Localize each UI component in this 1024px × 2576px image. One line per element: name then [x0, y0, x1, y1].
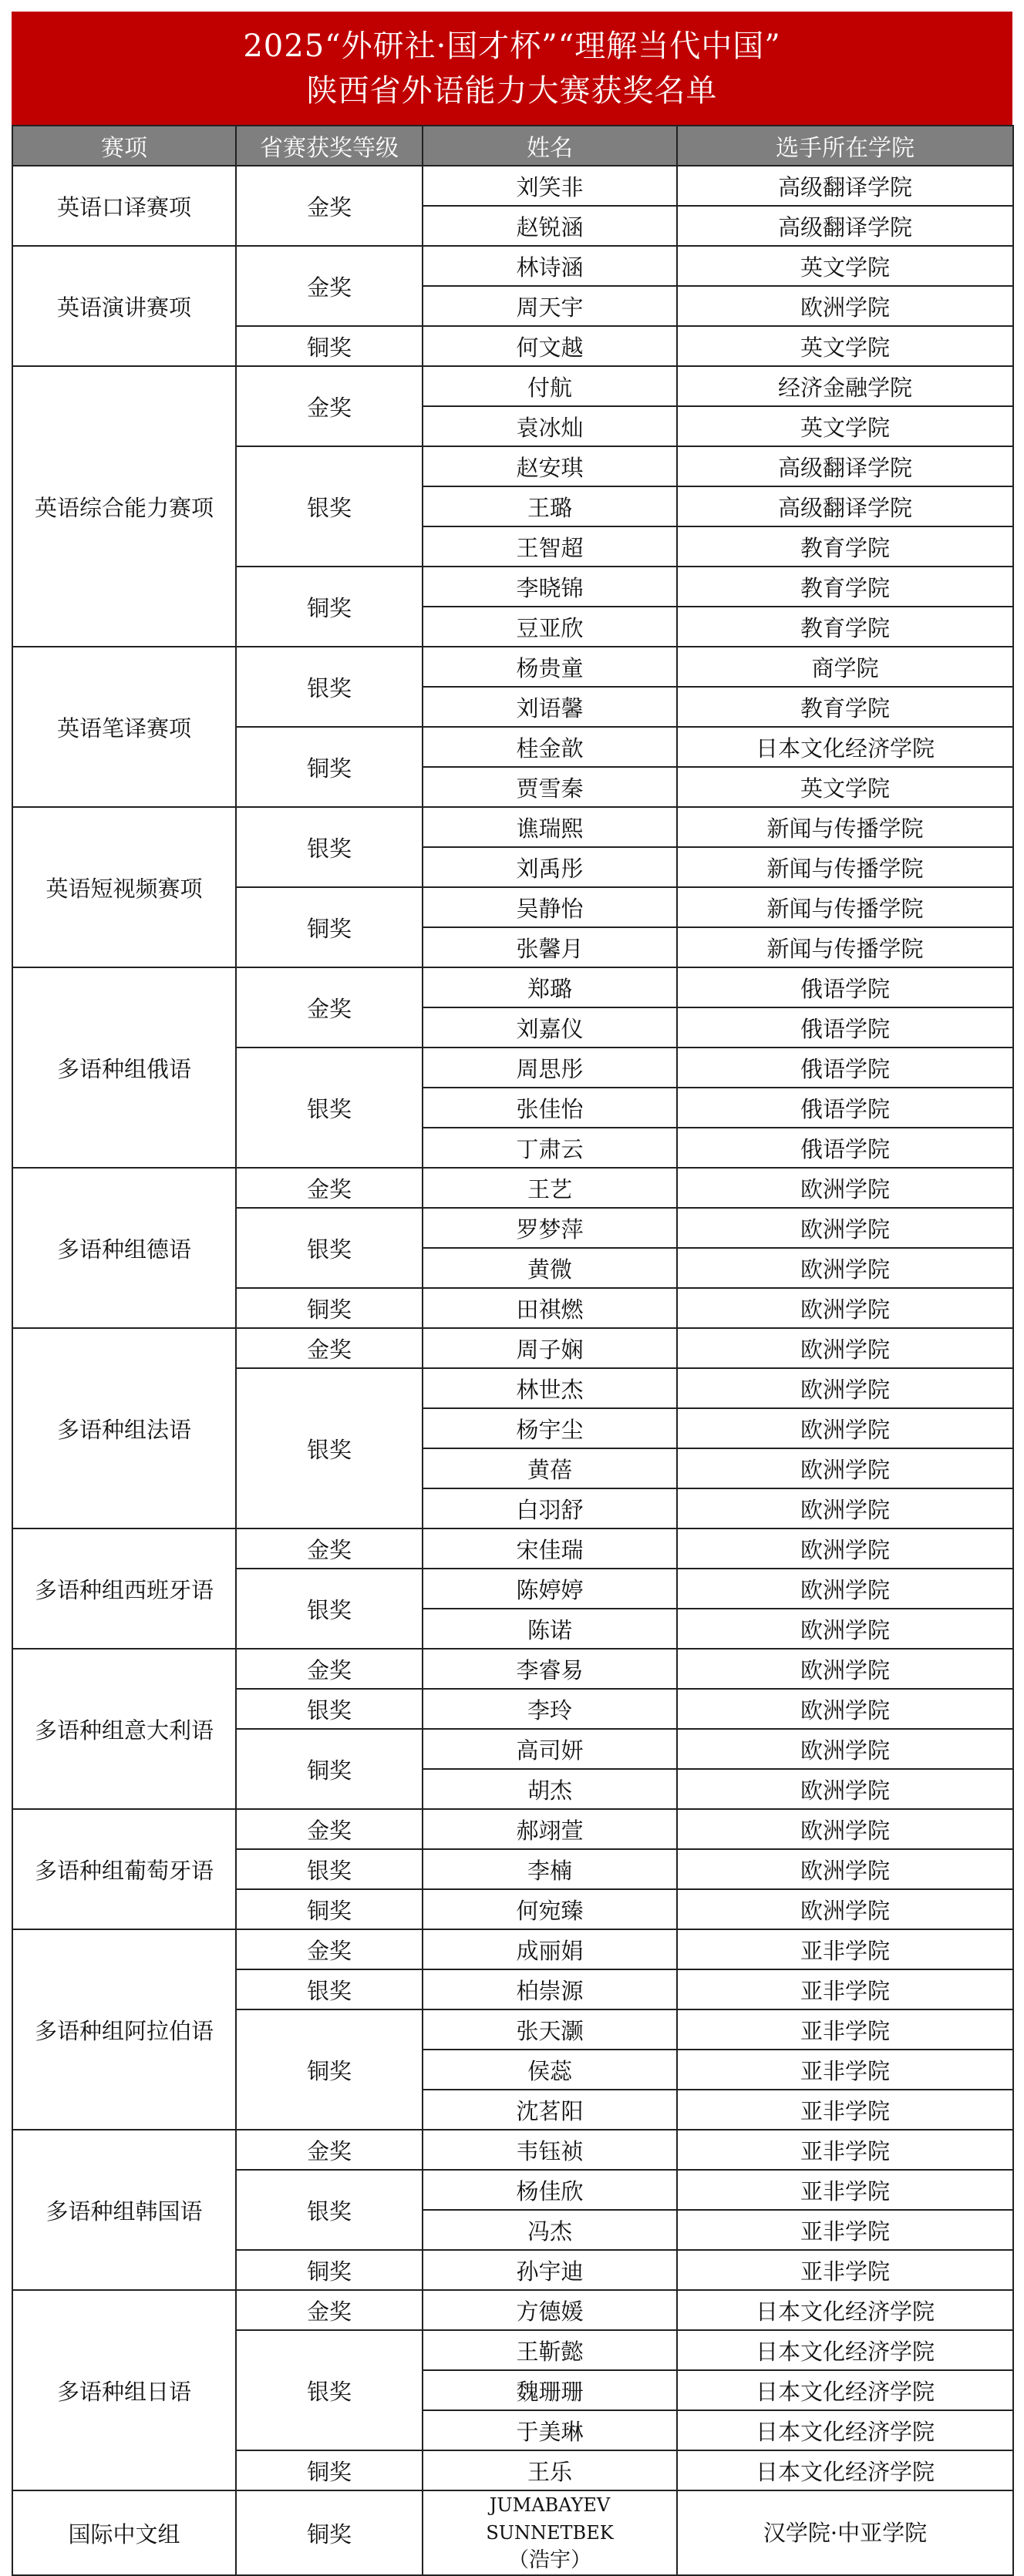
name-cell: 王璐	[423, 486, 677, 526]
header-event: 赛项	[12, 126, 236, 166]
table-row	[12, 1328, 1013, 1368]
header-college: 选手所在学院	[677, 126, 1013, 166]
name-cell: 高司妍	[423, 1729, 677, 1769]
award-level-cell: 银奖	[236, 1569, 423, 1649]
name-chinese: （浩宇）	[508, 2548, 591, 2572]
name-cell: 杨宇尘	[423, 1408, 677, 1448]
name-cell: 张佳怡	[423, 1088, 677, 1128]
award-level-cell: 铜奖	[236, 2450, 423, 2490]
name-cell: 吴静怡	[423, 887, 677, 927]
college-cell: 教育学院	[677, 687, 1013, 727]
college-cell: 日本文化经济学院	[677, 2290, 1013, 2330]
college-cell: 欧洲学院	[677, 1328, 1013, 1368]
title-banner	[12, 12, 1012, 125]
award-level-cell: 铜奖	[236, 2250, 423, 2290]
table-row	[12, 2130, 1013, 2170]
table-row	[12, 2290, 1013, 2330]
award-level-cell: 银奖	[236, 1048, 423, 1168]
college-cell: 高级翻译学院	[677, 166, 1013, 206]
name-cell: 周子娴	[423, 1328, 677, 1368]
name-cell: 郝翊萱	[423, 1809, 677, 1849]
name-cell: 白羽舒	[423, 1488, 677, 1528]
award-level-cell: 银奖	[236, 1208, 423, 1288]
award-level-cell: 金奖	[236, 2290, 423, 2330]
college-cell: 欧洲学院	[677, 1849, 1013, 1889]
event-cell: 多语种组日语	[12, 2290, 236, 2490]
college-cell: 欧洲学院	[677, 1769, 1013, 1809]
name-cell: 魏珊珊	[423, 2370, 677, 2410]
award-level-cell: 金奖	[236, 1929, 423, 1969]
college-cell: 经济金融学院	[677, 366, 1013, 406]
name-cell: 柏崇源	[423, 1969, 677, 2009]
award-level-cell: 金奖	[236, 2130, 423, 2170]
award-level-cell: 铜奖	[236, 727, 423, 807]
header-row	[12, 126, 1013, 166]
event-cell: 英语口译赛项	[12, 166, 236, 246]
table-row	[12, 1649, 1013, 1689]
title-line-1: 2025“外研社·国才杯”“理解当代中国”	[243, 28, 781, 64]
name-cell: 胡杰	[423, 1769, 677, 1809]
event-cell: 多语种组意大利语	[12, 1649, 236, 1809]
award-level-cell: 铜奖	[236, 326, 423, 366]
college-cell: 欧洲学院	[677, 1368, 1013, 1408]
table-row	[12, 2490, 1013, 2575]
college-cell: 欧洲学院	[677, 1248, 1013, 1288]
table-row	[12, 1168, 1013, 1208]
name-cell: 豆亚欣	[423, 607, 677, 647]
title-line-2: 陕西省外语能力大赛获奖名单	[306, 72, 718, 109]
event-cell: 多语种组葡萄牙语	[12, 1809, 236, 1929]
college-cell: 欧洲学院	[677, 1569, 1013, 1609]
college-cell: 俄语学院	[677, 1128, 1013, 1168]
award-level-cell: 银奖	[236, 1368, 423, 1528]
name-cell: 何宛臻	[423, 1889, 677, 1929]
college-cell: 高级翻译学院	[677, 486, 1013, 526]
award-list-sheet	[12, 12, 1012, 2576]
award-level-cell: 铜奖	[236, 1729, 423, 1809]
award-level-cell: 银奖	[236, 1849, 423, 1889]
name-cell: 何文越	[423, 326, 677, 366]
award-level-cell: 铜奖	[236, 1889, 423, 1929]
award-level-cell: 银奖	[236, 1689, 423, 1729]
college-cell: 日本文化经济学院	[677, 2450, 1013, 2490]
name-cell: 袁冰灿	[423, 406, 677, 446]
event-cell: 英语综合能力赛项	[12, 366, 236, 647]
name-cell: 郑璐	[423, 967, 677, 1007]
name-cell: 周思彤	[423, 1048, 677, 1088]
name-cell: 冯杰	[423, 2210, 677, 2250]
award-table-body	[12, 166, 1013, 2575]
college-cell: 日本文化经济学院	[677, 727, 1013, 767]
college-cell: 亚非学院	[677, 2250, 1013, 2290]
event-cell: 英语笔译赛项	[12, 647, 236, 807]
header-level: 省赛获奖等级	[236, 126, 423, 166]
table-row	[12, 1528, 1013, 1569]
award-level-cell: 铜奖	[236, 1288, 423, 1328]
event-cell: 英语短视频赛项	[12, 807, 236, 967]
college-cell: 亚非学院	[677, 2050, 1013, 2090]
award-level-cell: 金奖	[236, 1528, 423, 1569]
event-cell: 多语种组德语	[12, 1168, 236, 1328]
event-cell: 多语种组西班牙语	[12, 1528, 236, 1649]
college-cell: 欧洲学院	[677, 1689, 1013, 1729]
name-cell: 林世杰	[423, 1368, 677, 1408]
name-cell: 杨佳欣	[423, 2170, 677, 2210]
event-cell: 多语种组韩国语	[12, 2130, 236, 2290]
college-cell: 英文学院	[677, 767, 1013, 807]
table-row	[12, 366, 1013, 406]
college-cell: 欧洲学院	[677, 1809, 1013, 1849]
name-cell: 方德媛	[423, 2290, 677, 2330]
award-level-cell: 金奖	[236, 1649, 423, 1689]
name-cell: 侯蕊	[423, 2050, 677, 2090]
award-level-cell: 银奖	[236, 807, 423, 887]
college-cell: 欧洲学院	[677, 1208, 1013, 1248]
event-cell: 多语种组俄语	[12, 967, 236, 1168]
name-cell: 刘笑非	[423, 166, 677, 206]
award-level-cell: 铜奖	[236, 567, 423, 647]
college-cell: 英文学院	[677, 246, 1013, 286]
college-cell: 俄语学院	[677, 1007, 1013, 1048]
event-cell: 多语种组法语	[12, 1328, 236, 1528]
college-cell: 欧洲学院	[677, 1609, 1013, 1649]
name-cell: 李睿易	[423, 1649, 677, 1689]
college-cell: 日本文化经济学院	[677, 2330, 1013, 2370]
name-cell: 赵锐涵	[423, 206, 677, 246]
college-cell: 商学院	[677, 647, 1013, 687]
college-cell: 日本文化经济学院	[677, 2410, 1013, 2450]
award-level-cell: 金奖	[236, 1328, 423, 1368]
name-cell: 桂金歆	[423, 727, 677, 767]
table-row	[12, 647, 1013, 687]
name-cell: 陈诺	[423, 1609, 677, 1649]
college-cell: 新闻与传播学院	[677, 847, 1013, 887]
name-latin: JUMABAYEV SUNNETBEK	[486, 2494, 614, 2544]
college-cell: 亚非学院	[677, 2009, 1013, 2050]
college-cell: 新闻与传播学院	[677, 807, 1013, 847]
award-level-cell: 铜奖	[236, 2009, 423, 2130]
name-cell: 李晓锦	[423, 567, 677, 607]
name-cell: 谯瑞熙	[423, 807, 677, 847]
name-cell: 宋佳瑞	[423, 1528, 677, 1569]
award-level-cell: 银奖	[236, 1969, 423, 2009]
college-cell: 欧洲学院	[677, 1649, 1013, 1689]
award-table	[12, 125, 1014, 2576]
college-cell: 教育学院	[677, 567, 1013, 607]
college-cell: 欧洲学院	[677, 1528, 1013, 1569]
name-cell: 刘嘉仪	[423, 1007, 677, 1048]
college-cell: 高级翻译学院	[677, 206, 1013, 246]
college-cell: 亚非学院	[677, 2170, 1013, 2210]
name-cell: 刘禹彤	[423, 847, 677, 887]
award-level-cell: 金奖	[236, 1809, 423, 1849]
name-cell: 付航	[423, 366, 677, 406]
table-row	[12, 246, 1013, 286]
name-cell: 王艺	[423, 1168, 677, 1208]
award-level-cell: 银奖	[236, 647, 423, 727]
college-cell: 亚非学院	[677, 1969, 1013, 2009]
award-level-cell: 金奖	[236, 1168, 423, 1208]
name-cell: 沈茗阳	[423, 2090, 677, 2130]
award-level-cell: 银奖	[236, 2330, 423, 2450]
college-cell: 教育学院	[677, 607, 1013, 647]
award-level-cell: 铜奖	[236, 887, 423, 967]
college-cell: 欧洲学院	[677, 1448, 1013, 1488]
college-cell: 欧洲学院	[677, 1288, 1013, 1328]
table-row	[12, 1809, 1013, 1849]
table-row	[12, 166, 1013, 206]
college-cell: 欧洲学院	[677, 1889, 1013, 1929]
name-cell: 田祺燃	[423, 1288, 677, 1328]
college-cell: 欧洲学院	[677, 1168, 1013, 1208]
name-cell: 成丽娟	[423, 1929, 677, 1969]
college-cell: 亚非学院	[677, 2130, 1013, 2170]
award-level-cell: 金奖	[236, 166, 423, 246]
name-cell: 黄蓓	[423, 1448, 677, 1488]
name-cell: 张馨月	[423, 927, 677, 967]
name-cell: 王靳懿	[423, 2330, 677, 2370]
college-cell: 英文学院	[677, 326, 1013, 366]
name-cell: 贾雪秦	[423, 767, 677, 807]
table-row	[12, 967, 1013, 1007]
college-cell: 欧洲学院	[677, 1729, 1013, 1769]
name-cell: 王乐	[423, 2450, 677, 2490]
name-cell: 王智超	[423, 526, 677, 567]
college-cell: 俄语学院	[677, 1048, 1013, 1088]
name-cell: 孙宇迪	[423, 2250, 677, 2290]
name-cell: 于美琳	[423, 2410, 677, 2450]
name-cell: 黄微	[423, 1248, 677, 1288]
college-cell: 新闻与传播学院	[677, 887, 1013, 927]
college-cell: 欧洲学院	[677, 1408, 1013, 1448]
header-name: 姓名	[423, 126, 677, 166]
name-cell: 林诗涵	[423, 246, 677, 286]
college-cell: 亚非学院	[677, 1929, 1013, 1969]
award-level-cell: 铜奖	[236, 2490, 423, 2575]
event-cell: 英语演讲赛项	[12, 246, 236, 366]
name-cell: 罗梦萍	[423, 1208, 677, 1248]
name-cell: 张天灏	[423, 2009, 677, 2050]
name-cell: 韦钰祯	[423, 2130, 677, 2170]
college-cell: 英文学院	[677, 406, 1013, 446]
name-cell: 周天宇	[423, 286, 677, 326]
college-cell: 新闻与传播学院	[677, 927, 1013, 967]
college-cell: 汉学院·中亚学院	[677, 2490, 1013, 2575]
award-level-cell: 银奖	[236, 446, 423, 567]
name-cell	[423, 2490, 677, 2575]
name-cell: 赵安琪	[423, 446, 677, 486]
name-cell: 李玲	[423, 1689, 677, 1729]
event-cell: 多语种组阿拉伯语	[12, 1929, 236, 2130]
college-cell: 日本文化经济学院	[677, 2370, 1013, 2410]
award-level-cell: 银奖	[236, 2170, 423, 2250]
college-cell: 亚非学院	[677, 2210, 1013, 2250]
event-cell: 国际中文组	[12, 2490, 236, 2575]
college-cell: 欧洲学院	[677, 1488, 1013, 1528]
award-level-cell: 金奖	[236, 366, 423, 446]
college-cell: 高级翻译学院	[677, 446, 1013, 486]
name-cell: 丁肃云	[423, 1128, 677, 1168]
college-cell: 亚非学院	[677, 2090, 1013, 2130]
college-cell: 俄语学院	[677, 1088, 1013, 1128]
name-cell: 杨贵童	[423, 647, 677, 687]
table-row	[12, 807, 1013, 847]
name-cell: 陈婷婷	[423, 1569, 677, 1609]
name-cell: 刘语馨	[423, 687, 677, 727]
name-cell: 李楠	[423, 1849, 677, 1889]
college-cell: 教育学院	[677, 526, 1013, 567]
award-level-cell: 金奖	[236, 246, 423, 326]
college-cell: 欧洲学院	[677, 286, 1013, 326]
college-cell: 俄语学院	[677, 967, 1013, 1007]
award-level-cell: 金奖	[236, 967, 423, 1048]
table-row	[12, 1929, 1013, 1969]
